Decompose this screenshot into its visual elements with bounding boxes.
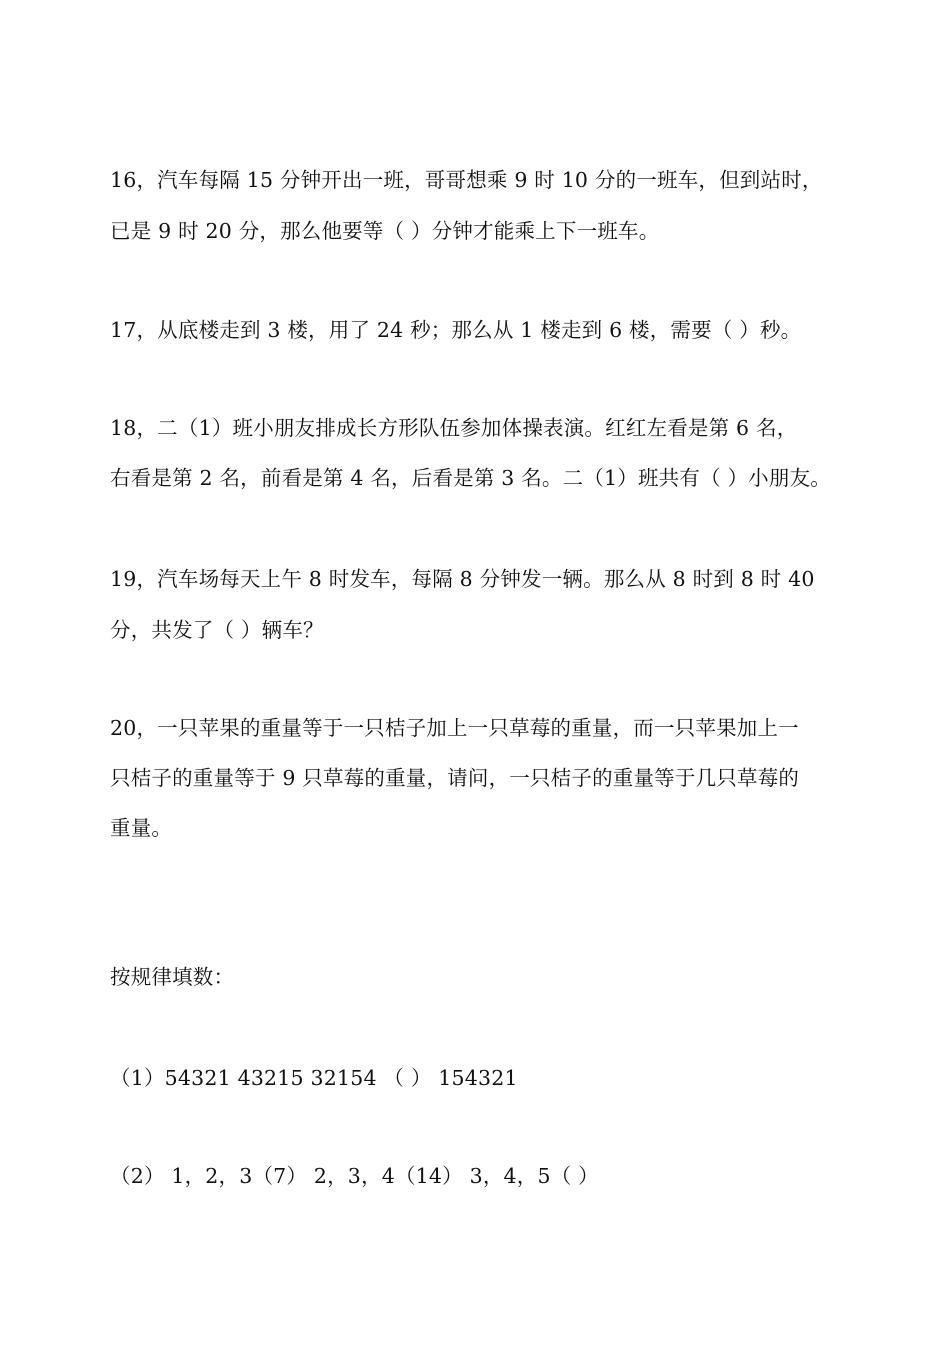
question-19-line-2: 分，共发了（ ）辆车？ [110,618,324,642]
question-19-line-1: 19，汽车场每天上午 8 时发车，每隔 8 分钟发一辆。那么从 8 时到 8 时 40 [110,567,815,591]
question-20-line-1: 20，一只苹果的重量等于一只桔子加上一只草莓的重量，而一只苹果加上一 [110,716,799,740]
question-18-line-2: 右看是第 2 名，前看是第 4 名，后看是第 3 名。二（1）班共有（ ）小朋友。 [110,466,831,490]
question-17-line-1: 17，从底楼走到 3 楼，用了 24 秒；那么从 1 楼走到 6 楼，需要（ ）秒。 [110,318,802,342]
question-16-line-2: 已是 9 时 20 分，那么他要等（ ）分钟才能乘上下一班车。 [110,219,660,243]
pattern-section-heading: 按规律填数： [110,965,235,989]
question-16-line-1: 16，汽车每隔 15 分钟开出一班，哥哥想乘 9 时 10 分的一班车，但到站时， [110,168,823,192]
question-20-line-2: 只桔子的重量等于 9 只草莓的重量，请问，一只桔子的重量等于几只草莓的 [110,766,800,790]
pattern-item-1: （1）54321 43215 32154 （ ） 154321 [110,1066,518,1090]
question-20-line-3: 重量。 [110,816,173,840]
pattern-item-2: （2） 1，2，3（7） 2，3，4（14） 3，4，5（ ） [110,1164,599,1188]
question-18-line-1: 18，二（1）班小朋友排成长方形队伍参加体操表演。红红左看是第 6 名， [110,416,798,440]
